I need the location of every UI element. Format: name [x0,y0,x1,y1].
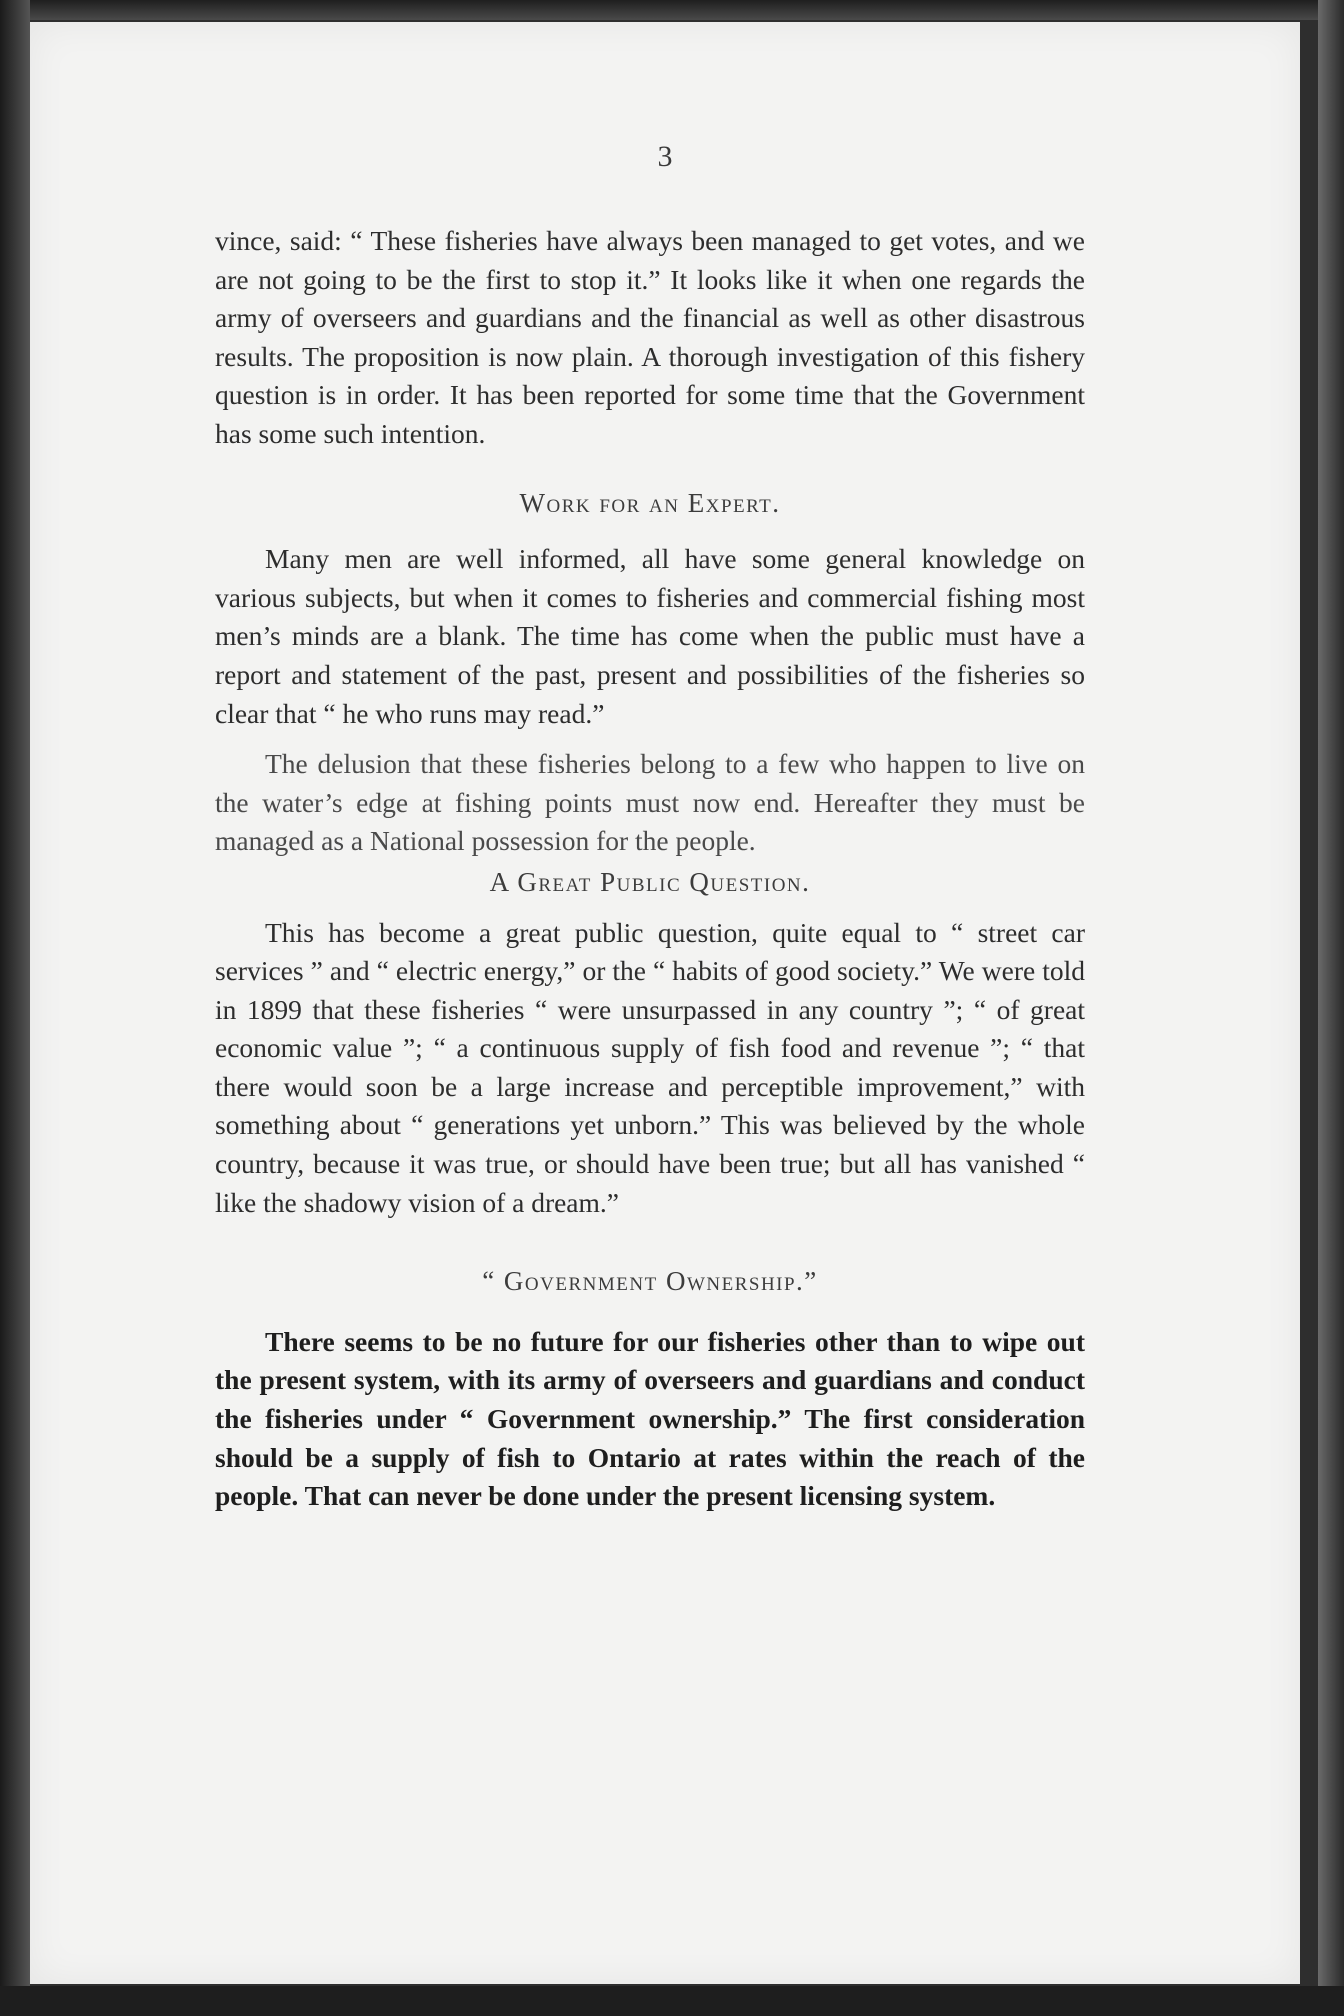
book-edge-right [1318,0,1344,2016]
paragraph-continuation: vince, said: “ These fisheries have always been managed to get votes, and we are not going to be the first to stop it.” It looks like it when one regards the army of overseers and guardians and the financial as well as other disastrous results. The proposition is now plain. A thorough investigation of this fishery question is in order. It has been reported for some time that the Government has some such intention. [215,225,1085,449]
book-page [30,22,1300,1984]
paragraph-expert-knowledge: Many men are well informed, all have some general knowledge on various subjects, but when it comes to fisheries and commercial fishing most men’s minds are a blank. The time has come when the public must have a report and statement of the past, present and possibilities of the fisheries so clear that “ he who runs may read.” [215,543,1085,729]
section-heading-work-for-an-expert: Work for an Expert. [519,487,781,518]
page-content [215,222,1085,1516]
paragraph-government-ownership: There seems to be no future for our fisheries other than to wipe out the present system, with its army of overseers and guardians and conduct the fisheries under “ Government ownership.” The first consideration should be a supply of fish to Ontario at rates within the reach of the people. That can never be done under the present licensing system. [215,1325,1085,1512]
page-number: 3 [657,140,673,173]
book-edge-bottom [0,1986,1344,2016]
book-edge-left [0,0,30,2016]
section-heading-government-ownership: “ Government Ownership.” [482,1266,818,1297]
section-heading-great-public-question: A Great Public Question. [489,866,811,897]
book-edge-top [0,0,1344,20]
paragraph-public-question: This has become a great public question, quite equal to “ street car services ” and “ electric energy,” or the “ habits of good society.” We were told in 1899 that these fisheries “ were unsurpassed in any country ”; “ of great economic value ”; “ a continuous supply of fish food and revenue ”; “ that there would soon be a large increase and perceptible improvement,” with something about “ generations yet unborn.” This was believed by the whole country, because it was true, or should have been true; but all has vanished “ like the shadowy vision of a dream.” [215,916,1085,1218]
paragraph-national-possession: The delusion that these fisheries belong to a few who happen to live on the water’s edge at fishing points must now end. Hereafter they must be managed as a National possession for the people. [215,748,1085,857]
